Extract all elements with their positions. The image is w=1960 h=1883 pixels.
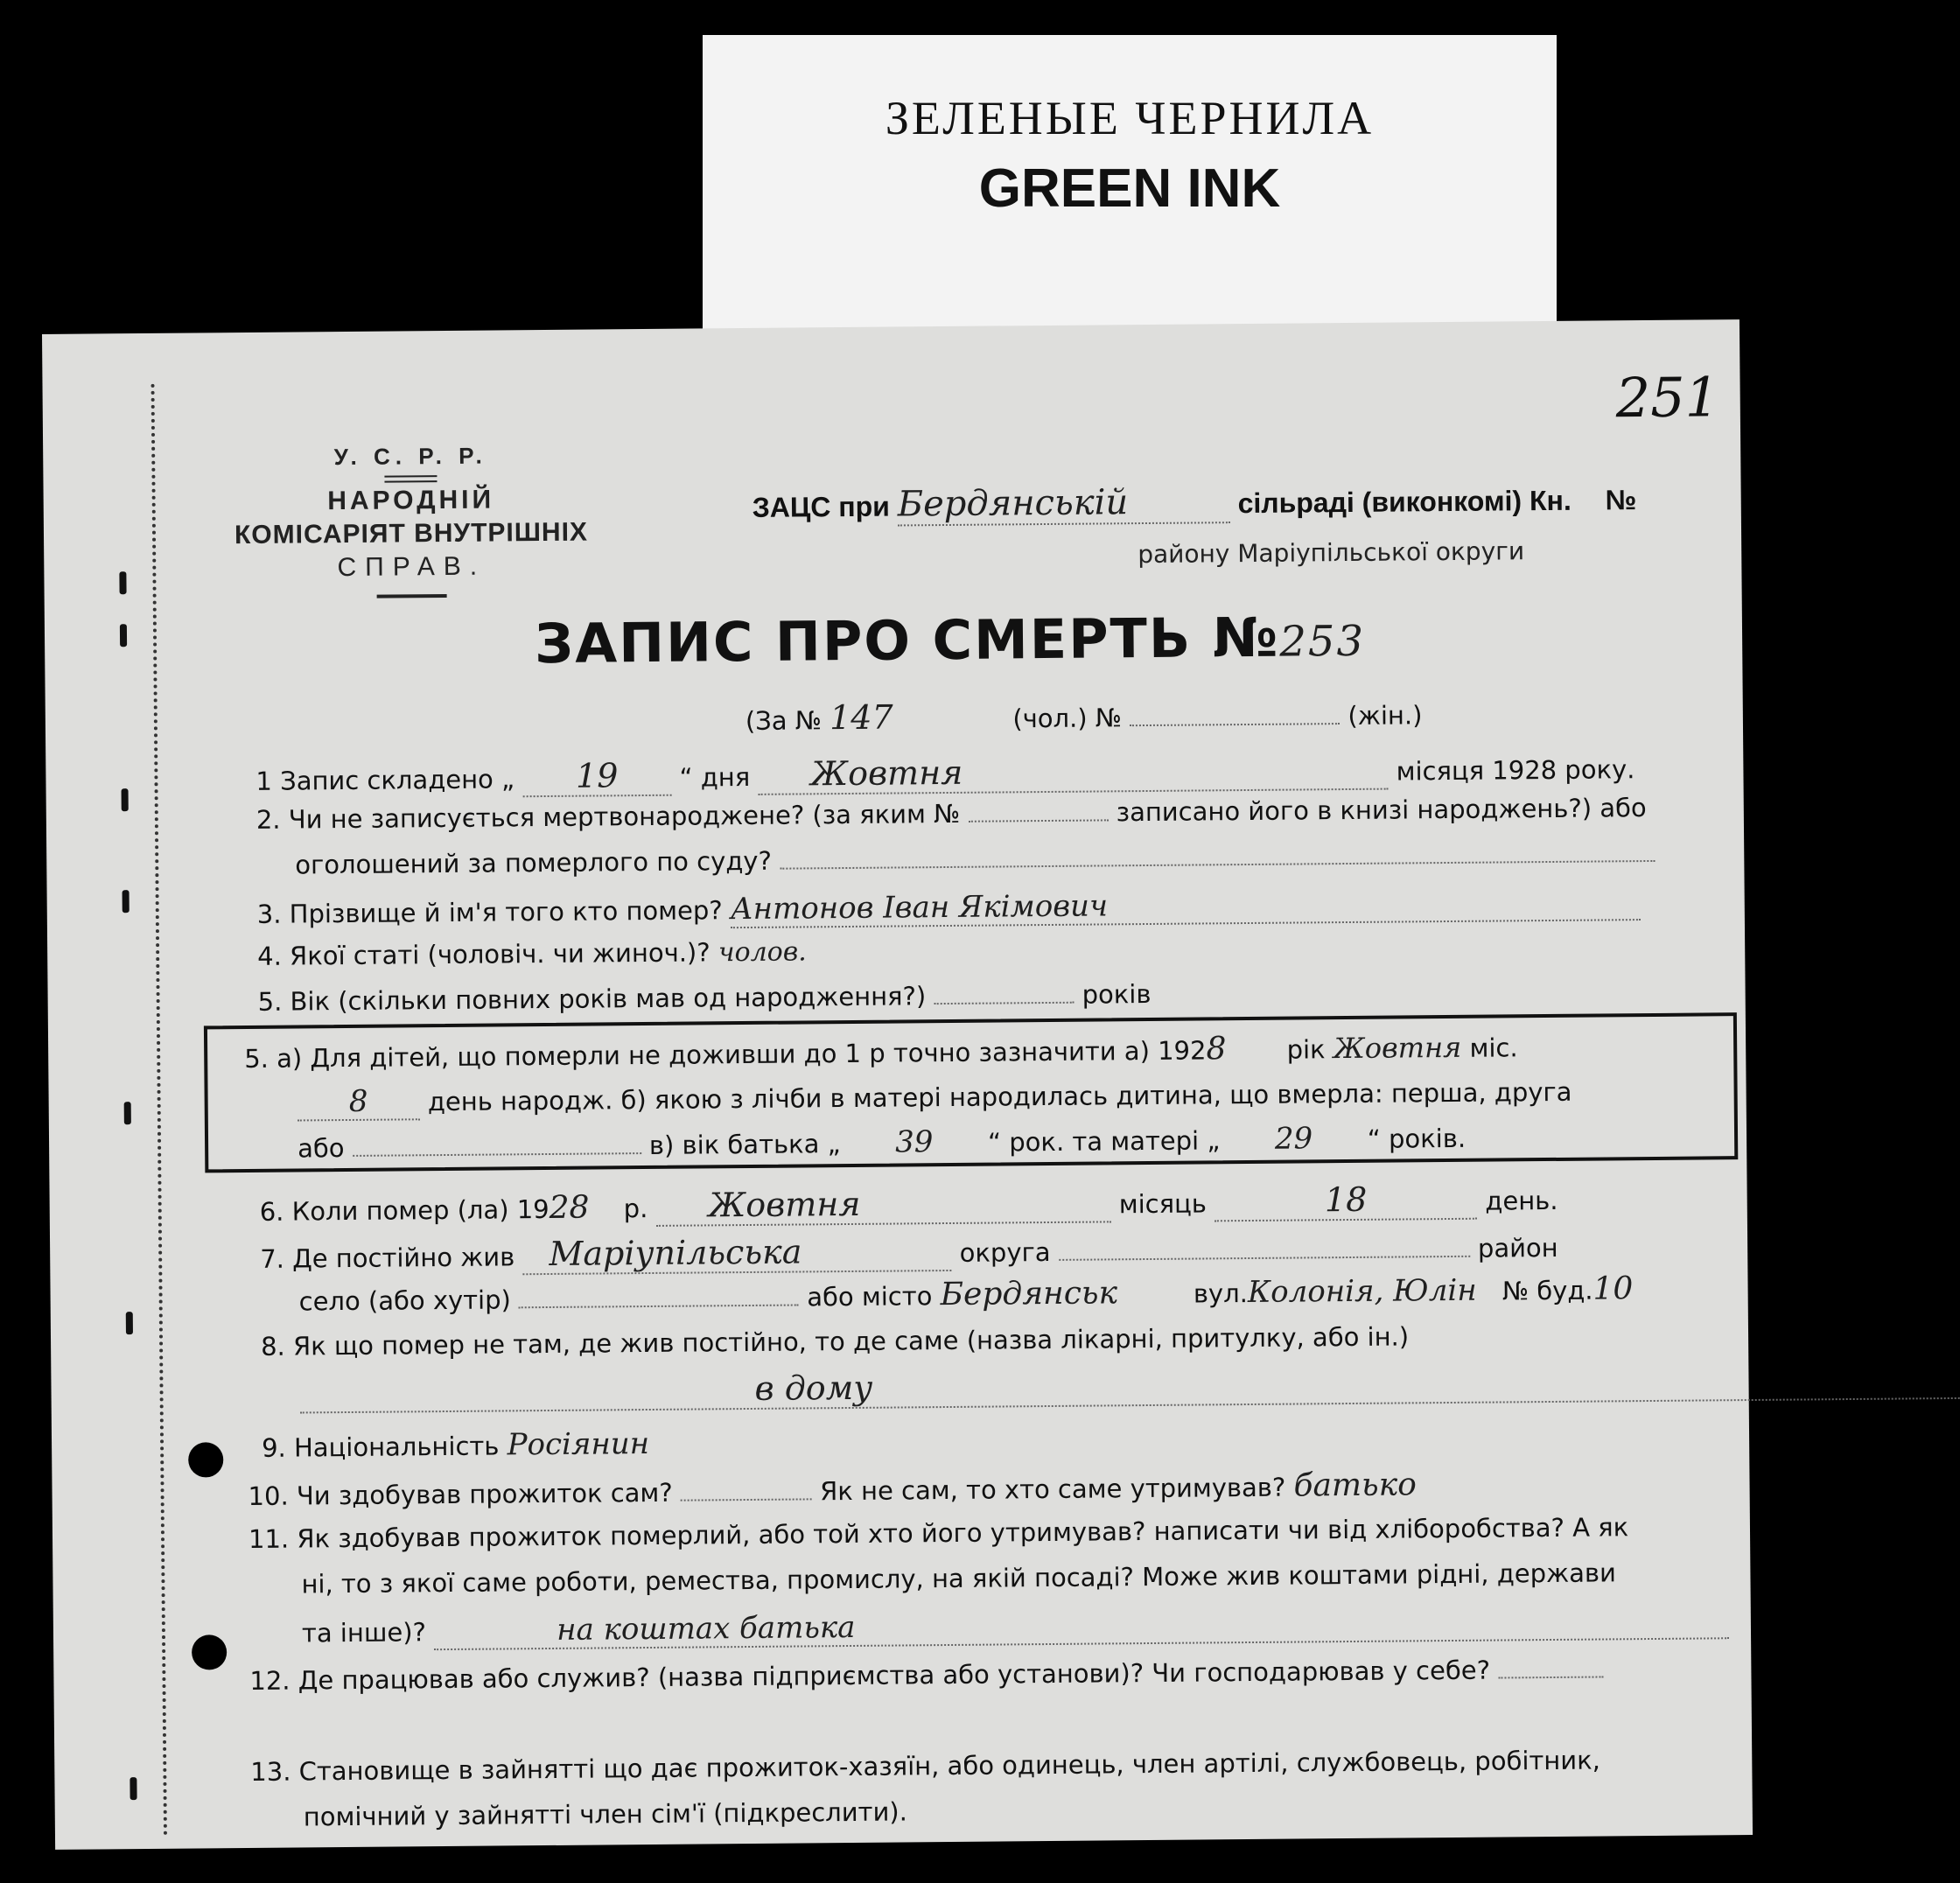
q6-r: р. (623, 1193, 648, 1224)
issuing-authority (227, 441, 596, 599)
item-8-cont (299, 1357, 1960, 1414)
dept-line-1: НАРОДНІЙ (327, 485, 495, 516)
q7-selo-blank (519, 1304, 799, 1308)
item-5 (258, 979, 1152, 1017)
q8-value: в дому (299, 1357, 1960, 1414)
q5a-order-blank (353, 1152, 641, 1157)
q10-label: 10. Чи здобував прожиток сам? (248, 1477, 673, 1511)
q5a-father-label: в) вік батька „ (648, 1129, 841, 1160)
q1-label: 1 Запис складено „ (256, 764, 515, 796)
male-record-number: 147 (829, 697, 893, 738)
q5a-mis: міс. (1469, 1032, 1518, 1063)
q4-value: чолов. (718, 936, 807, 969)
q6-month: Жовтня (655, 1182, 1110, 1227)
q1-mid: “ дня (679, 761, 751, 793)
item-2 (256, 793, 1647, 835)
dept-line-2: КОМІСАРІЯТ ВНУТРІШНІХ (234, 517, 589, 550)
q5a-mother-label: “ рок. та матері „ (987, 1125, 1221, 1158)
item-8 (261, 1321, 1409, 1361)
zags-line (752, 478, 1637, 528)
item-1 (256, 747, 1634, 800)
q5a-line2: день народж. б) якою з лічби в матері народилась дитина, що вмерла: перша, друга (427, 1076, 1572, 1117)
binding-mark (126, 1312, 133, 1334)
q10-blank (681, 1498, 812, 1501)
q7-vul: вул. (1193, 1278, 1249, 1309)
q4-label: 4. Якої статі (чоловіч. чи жиноч.)? (257, 937, 710, 971)
q2-line2: оголошений за померлого по суду? (295, 845, 773, 880)
female-record-number (1130, 723, 1340, 726)
zags-label: ЗАЦС при (752, 490, 890, 523)
q5a-line1: 5. а) Для дітей, що померли не доживши до 1 р точно зазначити а) 192 (244, 1035, 1207, 1074)
punch-hole (188, 1442, 223, 1477)
divider (384, 475, 437, 483)
item-6 (260, 1179, 1558, 1230)
q7-misto: або місто (807, 1281, 933, 1312)
item-11-cont2 (302, 1602, 1730, 1651)
q5a-father-age: 39 (895, 1124, 934, 1160)
male-label: (чол.) № (1012, 703, 1123, 734)
q6-year: 28 (549, 1189, 590, 1226)
q2-line1: 2. Чи не записується мертвонароджене? (за яким № (256, 798, 961, 835)
item-12 (249, 1654, 1603, 1695)
subtitle-line (746, 693, 1423, 738)
binding-mark (120, 624, 127, 647)
item-7 (260, 1226, 1558, 1278)
q5a-rik: рік (1286, 1034, 1326, 1065)
q5a-year: 8 (1206, 1031, 1227, 1068)
q5-label: 5. Вік (скільки повних років мав од народження?) (257, 981, 927, 1017)
q5-blank (934, 1002, 1074, 1004)
q7-okruha-value: Маріупільська (522, 1231, 951, 1275)
q1-month: Жовтня (758, 750, 1388, 795)
q7-raion-blank (1059, 1256, 1470, 1261)
dept-line-3: СПРАВ. (337, 551, 486, 583)
item-4 (257, 936, 807, 971)
binding-mark (122, 890, 130, 913)
q2-blank (969, 819, 1109, 822)
q2-blank-2 (780, 860, 1655, 870)
perforation-line (151, 384, 167, 1837)
q12-blank (1498, 1676, 1603, 1678)
q9-label: 9. Національність (261, 1431, 500, 1463)
q3-label: 3. Прізвище й ім'я того кто помер? (256, 895, 723, 929)
za-label: (За № (745, 705, 822, 737)
book-number-label: № (1605, 484, 1637, 516)
label-english: GREEN INK (978, 158, 1281, 219)
zags-place-value: Бердянській (898, 481, 1230, 526)
q7-misto-value: Бердянськ (940, 1275, 1118, 1313)
q11-line3: та інше)? (301, 1617, 427, 1648)
record-number: 253 (1279, 616, 1366, 667)
item-13-cont (304, 1796, 907, 1831)
q13-line1: 13. Становище в зайнятті що дає прожиток-хазяїн, або одинець, член артілі, службовець, робітник, (250, 1745, 1601, 1787)
item-2-cont (295, 838, 1655, 880)
item-9 (262, 1426, 649, 1465)
binding-mark (122, 788, 129, 811)
q6-end: день. (1485, 1185, 1558, 1216)
q7-bud: № буд. (1502, 1275, 1593, 1306)
q5a-mother-age: 29 (1274, 1121, 1313, 1157)
title-text: ЗАПИС ПРО СМЕРТЬ № (534, 605, 1280, 676)
q6-label: 6. Коли помер (ла) 19 (259, 1194, 550, 1227)
item-11-cont (301, 1558, 1616, 1599)
selradi-label: сільраді (виконкомі) Кн. (1237, 484, 1572, 520)
item-7-cont (298, 1270, 1633, 1318)
q7-raion: район (1477, 1232, 1558, 1264)
q5a-end: “ років. (1367, 1123, 1466, 1154)
divider (377, 594, 447, 598)
q13-line2: помічний у зайнятті член сім'ї (підкреслити). (303, 1796, 908, 1832)
punch-hole (192, 1634, 227, 1670)
q11-line1: 11. Як здобував прожиток померлий, або той хто його утримував? написати чи від хліборобства? А як (248, 1512, 1629, 1554)
binding-mark (119, 571, 126, 594)
label-russian: ЗЕЛЕНЫЕ ЧЕРНИЛА (885, 92, 1375, 144)
q5a-abo: або (297, 1133, 345, 1164)
q6-day: 18 (1214, 1180, 1477, 1222)
q11-line2: ні, то з якої саме роботи, ремества, промислу, на якій посаді? Може жив коштами рідні, держави (301, 1558, 1617, 1600)
q6-mis: місяць (1118, 1188, 1208, 1220)
q11-value: на коштах батька (434, 1602, 1729, 1650)
death-record-form (42, 319, 1753, 1850)
q7-selo: село (або хутір) (298, 1284, 512, 1317)
ussr-label: У. С. Р. Р. (333, 442, 487, 471)
q1-end: місяця 1928 року. (1396, 754, 1635, 787)
item-11 (248, 1512, 1628, 1554)
page-number: 251 (1615, 365, 1720, 430)
q1-day: 19 (522, 756, 671, 797)
form-title (535, 605, 1365, 676)
item-13 (250, 1746, 1600, 1787)
q12-label: 12. Де працював або служив? (назва підприємства або установи)? Чи господарював у себе? (249, 1655, 1491, 1696)
female-label: (жін.) (1348, 700, 1423, 731)
q7-vul-value: Колонія, Юлін (1247, 1272, 1477, 1311)
binding-mark (130, 1777, 136, 1800)
q8-label: 8. Як що помер не там, де жив постійно, то де саме (назва лікарні, притулку, або ін.) (260, 1321, 1410, 1362)
q2-line1-end: записано його в книзі народжень?) або (1116, 793, 1647, 828)
q9-value: Росіянин (507, 1425, 650, 1463)
q5-end: років (1082, 978, 1152, 1010)
item-3 (257, 884, 1641, 933)
q10-value: батько (1293, 1466, 1418, 1504)
q5a-day: 8 (297, 1083, 419, 1121)
binding-mark (124, 1102, 131, 1124)
q3-value: Антонов Іван Якімович (731, 884, 1641, 928)
q7-label: 7. Де постійно жив (260, 1242, 515, 1274)
item-10 (248, 1466, 1417, 1513)
q10-mid: Як не сам, то хто саме утримував? (820, 1472, 1286, 1507)
district-line: району Маріупільської округи (1138, 536, 1525, 570)
q7-bud-value: 10 (1592, 1270, 1634, 1307)
q5a-month: Жовтня (1333, 1030, 1462, 1066)
q7-okruha: округа (959, 1236, 1051, 1268)
archive-label-card (703, 35, 1557, 352)
